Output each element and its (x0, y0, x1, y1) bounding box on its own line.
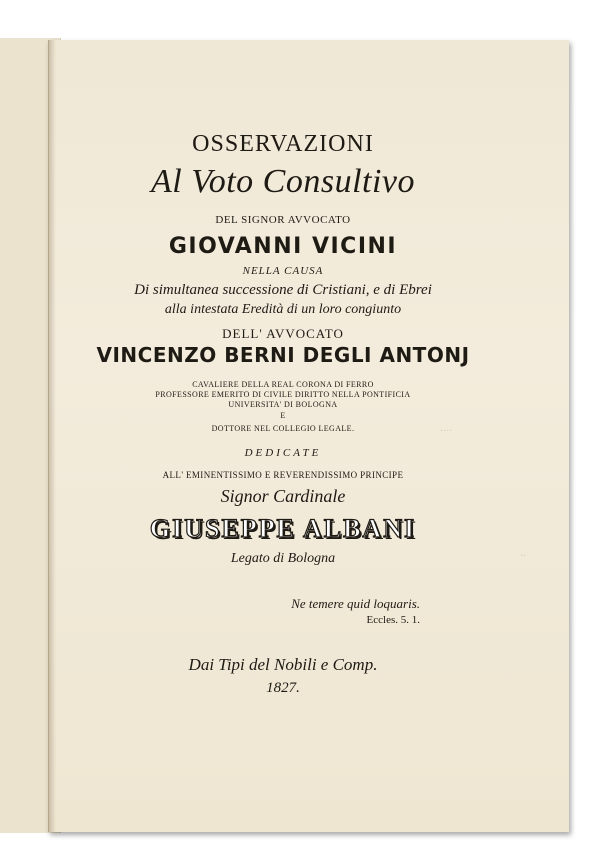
spine-shadow (48, 40, 56, 832)
printer-imprint: Dai Tipi del Nobili e Comp. (188, 655, 378, 674)
line-del-signor: DEL SIGNOR AVVOCATO (215, 214, 351, 226)
credential-line: UNIVERSITA' DI BOLOGNA (228, 400, 338, 409)
dell-avvocato: DELL' AVVOCATO (222, 326, 344, 341)
credential-line: CAVALIERE DELLA REAL CORONA DI FERRO (192, 380, 374, 389)
dedicate-heading: DEDICATE (244, 447, 322, 459)
title: OSSERVAZIONI (192, 131, 374, 157)
bleed-through-text: .... (440, 420, 452, 434)
cause-line-2: alla intestata Eredità di un loro congiunto (164, 302, 402, 317)
bleed-through-text: .. (520, 545, 526, 559)
epigraph-source: Eccles. 5. 1. (366, 614, 420, 626)
credential-line: DOTTORE NEL COLLEGIO LEGALE. (211, 424, 355, 433)
epigraph: Ne temere quid loquaris. (291, 596, 420, 611)
publication-year: 1827. (266, 680, 300, 696)
credential-line: PROFESSORE EMERITO DI CIVILE DIRITTO NELLA PONTIFICIA (155, 390, 411, 399)
author-name: GIOVANNI VICINI (168, 234, 398, 259)
cause-line-1: Di simultanea successione di Cristiani, e di Ebrei (134, 282, 432, 298)
signor-cardinale: Signor Cardinale (220, 486, 346, 506)
credential-line: E (280, 411, 286, 420)
legato-line: Legato di Bologna (230, 551, 336, 566)
subtitle-script: Al Voto Consultivo (151, 163, 415, 200)
cardinal-name: GIUSEPPE ALBANI (149, 514, 417, 543)
deceased-name: VINCENZO BERNI DEGLI ANTONJ (96, 343, 470, 367)
title-page (48, 40, 569, 832)
nella-causa: NELLA CAUSA (242, 265, 324, 277)
dedicatee-line: ALL' EMINENTISSIMO E REVERENDISSIMO PRINCIPE (162, 470, 404, 480)
